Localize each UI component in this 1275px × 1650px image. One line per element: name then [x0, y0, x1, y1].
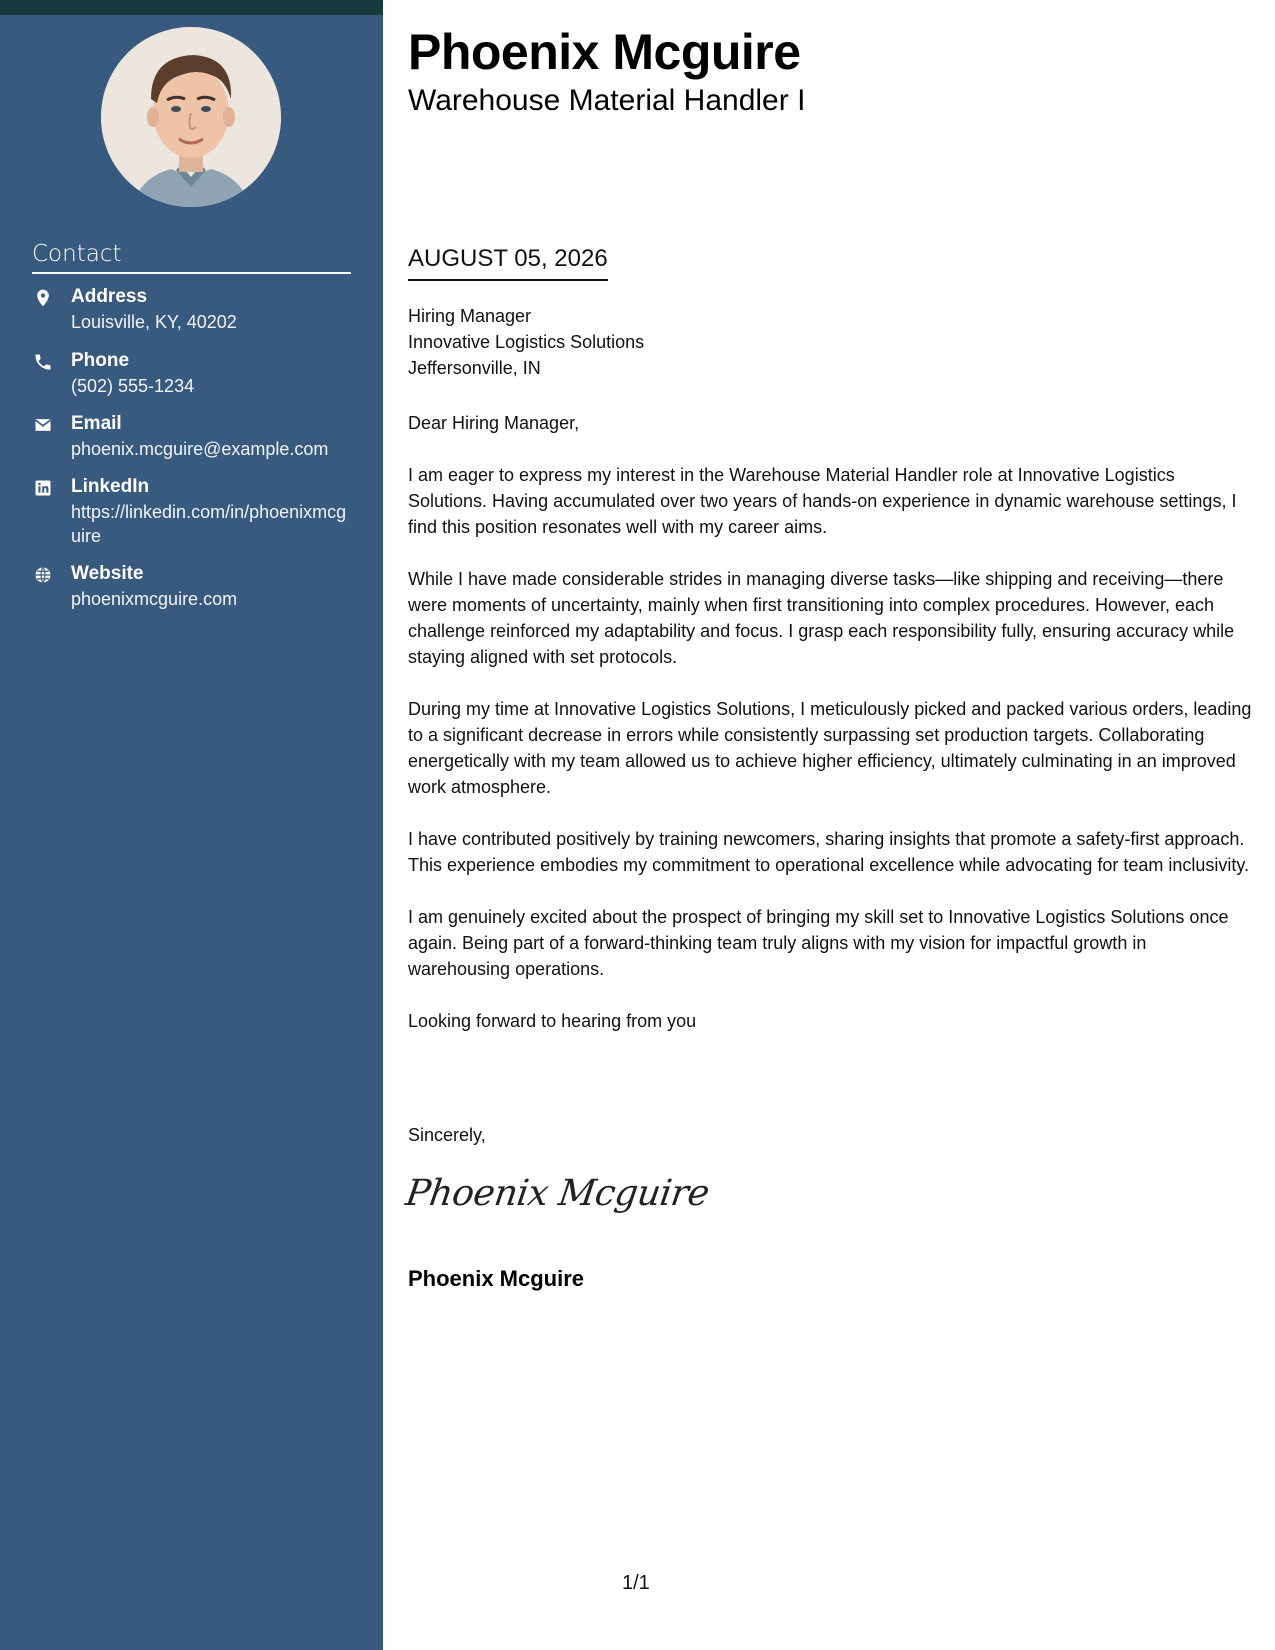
globe-icon	[32, 564, 56, 588]
signature: Phoenix Mcguire	[403, 1173, 712, 1214]
salutation: Dear Hiring Manager,	[408, 413, 580, 433]
recipient-line: Hiring Manager	[408, 306, 532, 326]
contact-label: Address	[71, 286, 148, 307]
body-paragraph: I have contributed positively by training newcomers, sharing insights that promote a safety-first approach. This experience embodies my commitment to operational excellence while advocating for team inclusivity.	[408, 829, 1250, 875]
contact-label: Phone	[71, 350, 130, 371]
page-number: 1/1	[622, 1572, 650, 1594]
job-title: Warehouse Material Handler I	[408, 84, 806, 117]
linkedin-icon	[32, 477, 56, 501]
body-paragraph: Looking forward to hearing from you	[408, 1011, 697, 1031]
letter-body	[408, 410, 1253, 1060]
recipient-block	[408, 303, 644, 381]
contact-value[interactable]: phoenix.mcguire@example.com	[71, 439, 329, 459]
applicant-name: Phoenix Mcguire	[408, 24, 801, 80]
avatar	[101, 27, 281, 207]
signed-name: Phoenix Mcguire	[408, 1266, 585, 1291]
body-paragraph: During my time at Innovative Logistics Solutions, I meticulously picked and packed various orders, leading to a significant decrease in errors while consistently surpassing set production targets. Collaborating energetically with my team allowed us to achieve higher efficiency, ultimately culminating in an improved work atmosphere.	[408, 699, 1252, 797]
contact-section-title: Contact	[32, 240, 351, 274]
recipient-line: Innovative Logistics Solutions	[408, 332, 645, 352]
phone-icon	[32, 351, 56, 375]
closing: Sincerely,	[408, 1125, 486, 1145]
contact-label: LinkedIn	[71, 476, 150, 497]
recipient-line: Jeffersonville, IN	[408, 358, 541, 378]
contact-label: Email	[71, 413, 122, 434]
body-paragraph: I am eager to express my interest in the Warehouse Material Handler role at Innovative Logistics Solutions. Having accumulated over two years of hands-on experience in dynamic warehouse settings, I find this position resonates well with my career aims.	[408, 465, 1237, 537]
map-pin-icon	[32, 287, 56, 311]
contact-value[interactable]: phoenixmcguire.com	[71, 589, 238, 609]
contact-value: Louisville, KY, 40202	[71, 312, 237, 332]
contact-label: Website	[71, 563, 144, 584]
contact-value: (502) 555-1234	[71, 376, 195, 396]
avatar-portrait	[101, 27, 281, 207]
body-paragraph: While I have made considerable strides in managing diverse tasks—like shipping and receiving—there were moments of uncertainty, mainly when first transitioning into complex procedures. However, each challenge reinforced my adaptability and focus. I grasp each responsibility fully, ensuring accuracy while staying aligned with set protocols.	[408, 569, 1235, 667]
sidebar-top-bar	[0, 0, 383, 15]
sidebar	[0, 0, 383, 1650]
contact-value[interactable]: https://linkedin.com/in/phoenixmcguire	[71, 502, 347, 546]
envelope-icon	[32, 414, 56, 438]
body-paragraph: I am genuinely excited about the prospect of bringing my skill set to Innovative Logistics Solutions once again. Being part of a forward-thinking team truly aligns with my vision for impactful growth in warehousing operations.	[408, 907, 1229, 979]
letter-date: AUGUST 05, 2026	[408, 243, 608, 281]
